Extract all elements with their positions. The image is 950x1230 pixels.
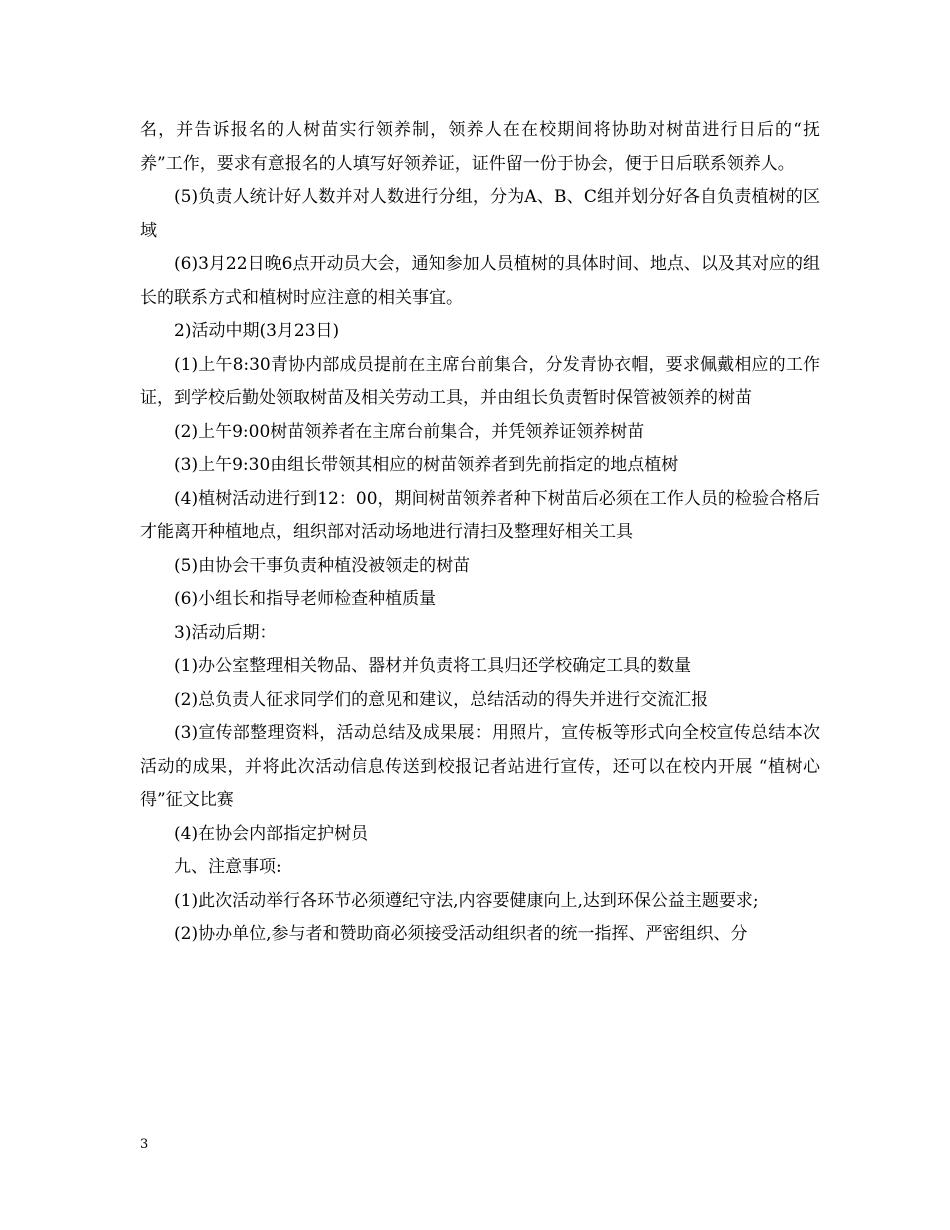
section-heading: 2)活动中期(3月23日)	[174, 321, 340, 341]
paragraph: (3)上午9:30由组长带领其相应的树苗领养者到先前指定的地点植树	[174, 455, 679, 475]
paragraph: (4)植树活动进行到12：00，期间树苗领养者种下树苗后必须在工作人员的检验合格后才能离开种植地点，组织部对活动场地进行清扫及整理好相关工具	[140, 488, 820, 542]
paragraph: (6)小组长和指导老师检查种植质量	[174, 589, 437, 609]
paragraph: (2)协办单位,参与者和赞助商必须接受活动组织者的统一指挥、严密组织、分	[174, 924, 748, 944]
paragraph: (4)在协会内部指定护树员	[174, 823, 369, 844]
paragraph: (1)上午8:30青协内部成员提前在主席台前集合，分发青协衣帽，要求佩戴相应的工作证，到学校后勤处领取树苗及相关劳动工具，并由组长负责暂时保管被领养的树苗	[140, 354, 820, 408]
paragraph: (2)上午9:00树苗领养者在主席台前集合，并凭领养证领养树苗	[174, 421, 645, 442]
paragraph: (2)总负责人征求同学们的意见和建议，总结活动的得失并进行交流汇报	[174, 689, 709, 710]
paragraph: (3)宣传部整理资料，活动总结及成果展：用照片，宣传板等形式向全校宣传总结本次活动的成果，并将此次活动信息传送到校报记者站进行宣传，还可以在校内开展 “植树心得”征文比赛	[140, 723, 820, 810]
page-body	[140, 114, 820, 952]
paragraph: 名，并告诉报名的人树苗实行领养制，领养人在在校期间将协助对树苗进行日后的“抚养”工作，要求有意报名的人填写好领养证，证件留一份于协会，便于日后联系领养人。	[140, 120, 820, 174]
paragraph: (6)3月22日晚6点开动员大会，通知参加人员植树的具体时间、地点、以及其对应的组长的联系方式和植树时应注意的相关事宜。	[140, 254, 820, 308]
paragraph: (5)由协会干事负责种植没被领走的树苗	[174, 555, 471, 576]
paragraph: (1)办公室整理相关物品、器材并负责将工具归还学校确定工具的数量	[174, 656, 692, 676]
paragraph: (1)此次活动举行各环节必须遵纪守法,内容要健康向上,达到环保公益主题要求;	[174, 890, 759, 911]
paragraph: (5)负责人统计好人数并对人数进行分组，分为A、B、C组并划分好各自负责植树的区域	[140, 187, 820, 241]
section-heading: 九、注意事项:	[174, 857, 282, 877]
section-heading: 3)活动后期：	[174, 622, 277, 643]
page-number: 3	[140, 1137, 149, 1152]
